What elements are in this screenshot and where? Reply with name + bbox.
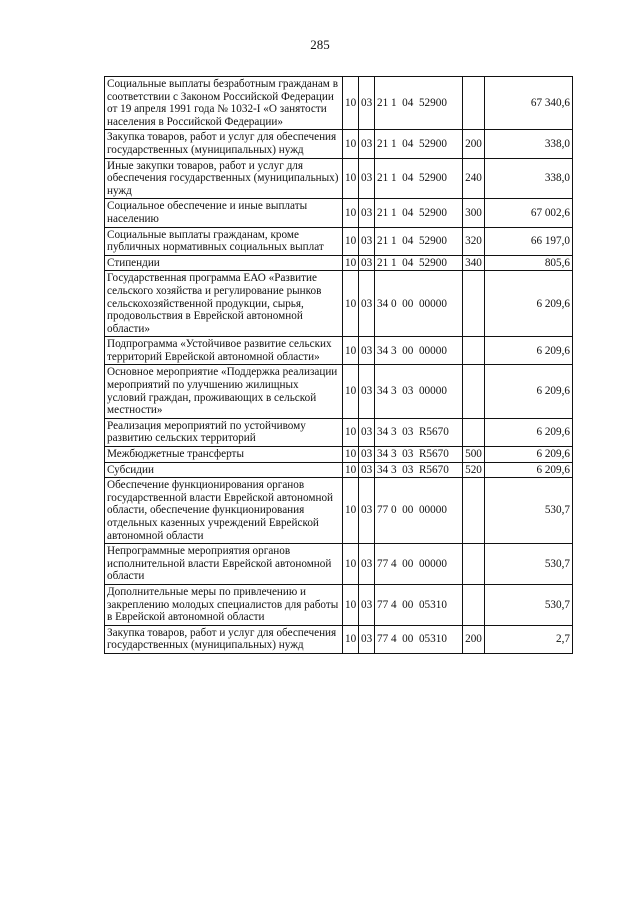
row-subsection: 03 [359,478,375,544]
row-amount: 338,0 [485,130,573,158]
table-row [105,130,573,158]
row-name: Закупка товаров, работ и услуг для обеспечения государственных (муниципальных) нужд [105,130,343,158]
row-target-article: 21 1 04 52900 [375,158,463,199]
row-amount: 67 002,6 [485,199,573,227]
row-subsection: 03 [359,199,375,227]
table-row [105,77,573,130]
budget-table-body [105,77,573,654]
row-amount: 6 209,6 [485,447,573,463]
row-section: 10 [343,584,359,625]
row-subsection: 03 [359,447,375,463]
row-target-article: 77 0 00 00000 [375,478,463,544]
row-expense-type [463,271,485,337]
row-section: 10 [343,227,359,255]
row-amount: 6 209,6 [485,462,573,478]
row-subsection: 03 [359,365,375,418]
row-subsection: 03 [359,625,375,653]
page-number: 285 [310,37,330,52]
table-row [105,584,573,625]
row-expense-type [463,337,485,365]
row-expense-type [463,365,485,418]
row-subsection: 03 [359,418,375,446]
row-subsection: 03 [359,271,375,337]
table-row [105,158,573,199]
row-name: Непрограммные мероприятия органов исполнительной власти Еврейской автономной области [105,544,343,585]
row-target-article: 34 0 00 00000 [375,271,463,337]
row-section: 10 [343,544,359,585]
row-expense-type [463,77,485,130]
row-name: Социальные выплаты гражданам, кроме публичных нормативных социальных выплат [105,227,343,255]
row-expense-type: 320 [463,227,485,255]
row-expense-type: 200 [463,130,485,158]
row-section: 10 [343,255,359,271]
row-subsection: 03 [359,255,375,271]
row-target-article: 77 4 00 05310 [375,584,463,625]
row-amount: 805,6 [485,255,573,271]
row-expense-type: 300 [463,199,485,227]
row-amount: 6 209,6 [485,337,573,365]
row-target-article: 21 1 04 52900 [375,77,463,130]
row-section: 10 [343,462,359,478]
table-row [105,255,573,271]
row-name: Межбюджетные трансферты [105,447,343,463]
row-amount: 530,7 [485,584,573,625]
row-expense-type: 240 [463,158,485,199]
row-subsection: 03 [359,77,375,130]
row-target-article: 77 4 00 00000 [375,544,463,585]
row-amount: 67 340,6 [485,77,573,130]
row-subsection: 03 [359,130,375,158]
row-target-article: 34 3 03 R5670 [375,418,463,446]
budget-table [104,76,573,654]
row-name: Социальное обеспечение и иные выплаты населению [105,199,343,227]
table-row [105,227,573,255]
table-row [105,478,573,544]
row-section: 10 [343,271,359,337]
row-name: Реализация мероприятий по устойчивому развитию сельских территорий [105,418,343,446]
row-section: 10 [343,478,359,544]
row-target-article: 34 3 00 00000 [375,337,463,365]
row-section: 10 [343,77,359,130]
row-expense-type: 340 [463,255,485,271]
row-name: Социальные выплаты безработным гражданам в соответствии с Законом Российской Федерации от 19 апреля 1991 года № 1032-I «О занятости населения в Российской Федерации» [105,77,343,130]
row-subsection: 03 [359,462,375,478]
row-subsection: 03 [359,544,375,585]
row-section: 10 [343,158,359,199]
row-amount: 530,7 [485,544,573,585]
row-section: 10 [343,418,359,446]
row-name: Подпрограмма «Устойчивое развитие сельских территорий Еврейской автономной области» [105,337,343,365]
row-name: Иные закупки товаров, работ и услуг для обеспечения государственных (муниципальных) нужд [105,158,343,199]
row-amount: 530,7 [485,478,573,544]
row-subsection: 03 [359,584,375,625]
row-target-article: 21 1 04 52900 [375,130,463,158]
row-target-article: 21 1 04 52900 [375,255,463,271]
row-subsection: 03 [359,158,375,199]
table-row [105,199,573,227]
row-expense-type: 520 [463,462,485,478]
row-expense-type [463,584,485,625]
row-name: Обеспечение функционирования органов государственной власти Еврейской автономной области, обеспечение функционирования отдельных казенных учреждений Еврейской автономной области [105,478,343,544]
row-amount: 66 197,0 [485,227,573,255]
row-target-article: 21 1 04 52900 [375,199,463,227]
row-expense-type [463,418,485,446]
row-name: Субсидии [105,462,343,478]
row-amount: 6 209,6 [485,418,573,446]
table-row [105,337,573,365]
row-amount: 2,7 [485,625,573,653]
row-section: 10 [343,199,359,227]
row-amount: 6 209,6 [485,365,573,418]
table-row [105,365,573,418]
row-target-article: 77 4 00 05310 [375,625,463,653]
row-name: Закупка товаров, работ и услуг для обеспечения государственных (муниципальных) нужд [105,625,343,653]
row-expense-type: 200 [463,625,485,653]
table-row [105,447,573,463]
row-amount: 6 209,6 [485,271,573,337]
row-section: 10 [343,447,359,463]
row-name: Государственная программа ЕАО «Развитие сельского хозяйства и регулирование рынков сельскохозяйственной продукции, сырья, продовольствия в Еврейской автономной области» [105,271,343,337]
table-row [105,544,573,585]
row-target-article: 21 1 04 52900 [375,227,463,255]
row-name: Основное мероприятие «Поддержка реализации мероприятий по улучшению жилищных условий граждан, проживающих в сельской местности» [105,365,343,418]
row-expense-type [463,544,485,585]
row-target-article: 34 3 03 R5670 [375,447,463,463]
row-name: Дополнительные меры по привлечению и закреплению молодых специалистов для работы в Еврейской автономной области [105,584,343,625]
row-subsection: 03 [359,227,375,255]
row-section: 10 [343,625,359,653]
row-name: Стипендии [105,255,343,271]
row-subsection: 03 [359,337,375,365]
row-target-article: 34 3 03 R5670 [375,462,463,478]
table-row [105,418,573,446]
row-expense-type: 500 [463,447,485,463]
row-section: 10 [343,130,359,158]
row-section: 10 [343,365,359,418]
table-row [105,462,573,478]
row-expense-type [463,478,485,544]
table-row [105,625,573,653]
row-section: 10 [343,337,359,365]
row-amount: 338,0 [485,158,573,199]
row-target-article: 34 3 03 00000 [375,365,463,418]
table-row [105,271,573,337]
